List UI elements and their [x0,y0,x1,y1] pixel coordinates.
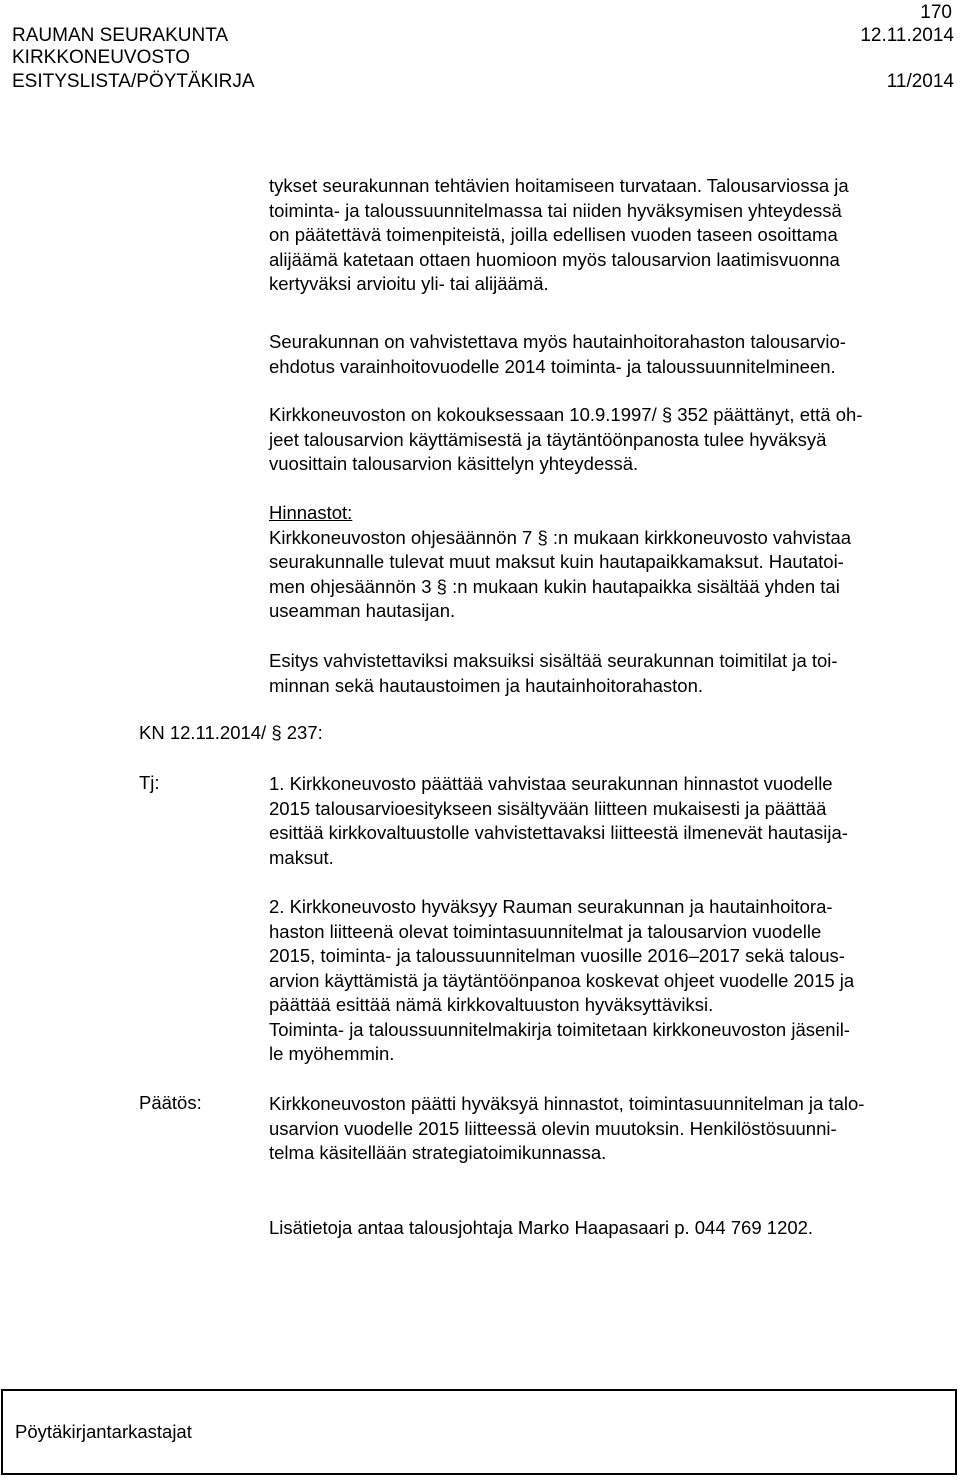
hinnastot-section [269,501,959,624]
text-line: haston liitteenä olevat toimintasuunnitelmat ja talousarvion vuodelle [269,920,822,942]
text-line: ehdotus varainhoitovuodelle 2014 toiminta- ja taloussuunnitelmineen. [269,355,836,377]
issue-number: 11/2014 [886,71,954,92]
text-line: alijäämä katetaan ottaen huomioon myös talousarvion laatimisvuonna [269,248,840,270]
text-line: minnan sekä hautaustoimen ja hautainhoitorahaston. [269,674,704,696]
info-line [269,1216,959,1241]
text-line: Kirkkoneuvoston ohjesäännön 7 § :n mukaan kirkkoneuvosto vahvistaa [269,526,852,548]
text-line: tykset seurakunnan tehtävien hoitamiseen turvataan. Talousarviossa ja [269,175,849,196]
text-line: men ohjesäännön 3 § :n mukaan kukin hautapaikka sisältää yhden tai [269,575,840,597]
kn-reference: KN 12.11.2014/ § 237: [139,722,323,743]
paragraph-5 [269,649,959,698]
text-line: Esitys vahvistettaviksi maksuiksi sisältää seurakunnan toimitilat ja toi- [269,650,838,671]
text-line: jeet talousarvion käyttämisestä ja täytäntöönpanosta tulee hyväksyä [269,428,827,450]
text-line: le myöhemmin. [269,1043,395,1064]
text-line: useamman hautasijan. [269,600,456,621]
doc-type: ESITYSLISTA/PÖYTÄKIRJA [12,71,255,92]
paatos-label: Päätös: [139,1092,202,1113]
text-line: 2015 talousarvioesitykseen sisältyvään liitteen mukaisesti ja päättää [269,797,827,819]
paragraph-1 [269,174,959,297]
signature-box-label: Pöytäkirjantarkastajat [15,1421,192,1442]
text-line: Seurakunnan on vahvistettava myös hautainhoitorahaston talousarvio- [269,331,846,352]
proposal-item-1 [269,772,959,870]
org-name: RAUMAN SEURAKUNTA [12,25,229,46]
text-line: 2015, toiminta- ja taloussuunnitelman vuosille 2016–2017 sekä talous- [269,945,845,966]
text-line: toiminta- ja taloussuunnitelmassa tai niiden hyväksymisen yhteydessä [269,199,842,221]
text-line: kertyväksi arvioitu yli- tai alijäämä. [269,273,549,294]
text-line: päättää esittää nämä kirkkovaltuuston hyväksyttäviksi. [269,994,714,1015]
text-line: Kirkkoneuvoston päätti hyväksyä hinnastot, toimintasuunnitelman ja talo- [269,1093,865,1114]
text-line: 1. Kirkkoneuvosto päättää vahvistaa seurakunnan hinnastot vuodelle [269,773,833,794]
text-line: maksut. [269,846,334,868]
text-line: arvion käyttämistä ja täytäntöönpanoa koskevat ohjeet vuodelle 2015 ja [269,969,855,991]
meeting-date: 12.11.2014 [860,25,954,46]
hinnastot-heading: Hinnastot: [269,502,353,523]
text-line: telma käsitellään strategiatoimikunnassa. [269,1142,607,1163]
text-line: Toiminta- ja taloussuunnitelmakirja toimitetaan kirkkoneuvoston jäsenil- [269,1018,850,1040]
text-line: esittää kirkkovaltuustolle vahvistettavaksi liitteestä ilmenevät hautasija- [269,822,848,843]
tj-label: Tj: [139,772,160,793]
decision-text [269,1092,959,1166]
text-line: vuosittain talousarvion käsittelyn yhteydessä. [269,453,639,474]
text-line: seurakunnalle tulevat muut maksut kuin hautapaikkamaksut. Hautatoi- [269,551,844,572]
text-line: usarvion vuodelle 2015 liitteessä olevin muutoksin. Henkilöstösuunni- [269,1117,837,1139]
text-line: Kirkkoneuvoston on kokouksessaan 10.9.1997/ § 352 päättänyt, että oh- [269,404,863,425]
text-line: Lisätietoja antaa talousjohtaja Marko Haapasaari p. 044 769 1202. [269,1217,814,1238]
paragraph-3 [269,403,959,477]
page-number: 170 [920,2,952,23]
proposal-item-2 [269,895,959,1067]
body-name: KIRKKONEUVOSTO [12,47,191,68]
text-line: on päätettävä toimenpiteistä, joilla edellisen vuoden taseen osoittama [269,224,838,245]
text-line: 2. Kirkkoneuvosto hyväksyy Rauman seurakunnan ja hautainhoitora- [269,896,833,917]
signature-box [1,1389,957,1475]
paragraph-2 [269,330,959,379]
